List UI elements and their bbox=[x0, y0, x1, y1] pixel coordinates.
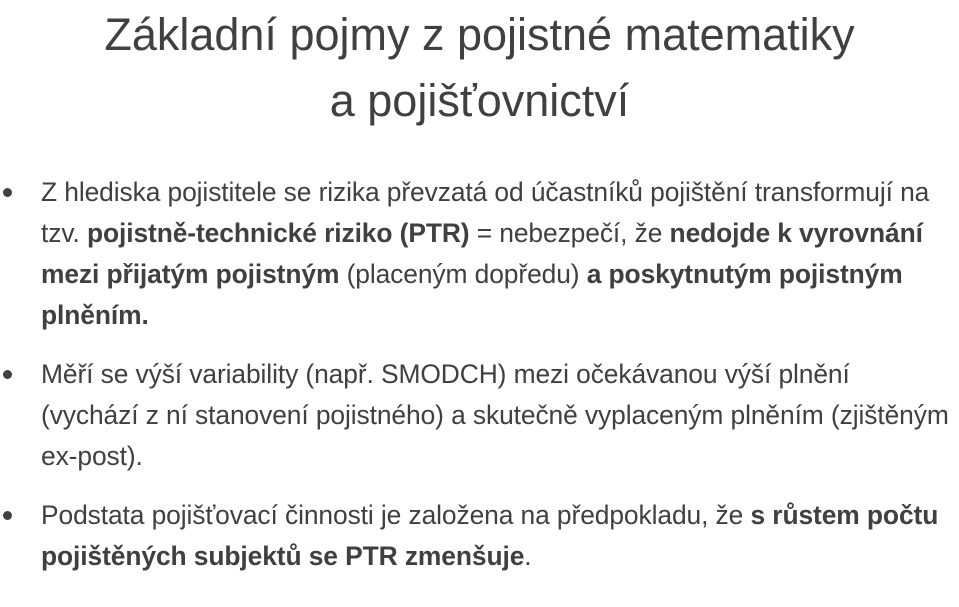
bullet-dot-icon bbox=[3, 188, 12, 197]
bullet-dot-icon bbox=[3, 370, 12, 379]
bullet-text-bold: s růstem počtu pojištěných subjektů se PTR zmenšuje bbox=[41, 500, 939, 571]
bullet-dot-icon bbox=[3, 511, 12, 520]
bullet-text: Z hlediska pojistitele se rizika převzatá od účastníků pojištění transformují na tzv. bbox=[41, 177, 930, 248]
bullet-text-bold: pojistně-technické riziko (PTR) bbox=[86, 218, 470, 248]
slide-title-line-2: a pojišťovnictví bbox=[329, 75, 630, 126]
slide-title-line-1: Základní pojmy z pojistné matematiky bbox=[104, 9, 855, 60]
bullet-list bbox=[0, 172, 959, 577]
bullet-text: . bbox=[524, 541, 532, 571]
slide-title bbox=[0, 0, 959, 134]
bullet-text: (placeným dopředu) bbox=[339, 259, 587, 289]
bullet-text: Podstata pojišťovací činnosti je založena na předpokladu, že bbox=[41, 500, 751, 530]
bullet-text: = nebezpečí, že bbox=[469, 218, 670, 248]
bullet-item-essence bbox=[0, 495, 959, 577]
bullet-item-measurement bbox=[0, 354, 959, 477]
bullet-text: Měří se výší variability (např. SMODCH) mezi očekávanou výší plnění (vychází z ní stanovení pojistného) a skutečně vyplaceným plněním (zjištěným ex-post). bbox=[41, 359, 949, 471]
bullet-text-bold: nedojde k vyrovnání mezi přijatým pojistným bbox=[41, 218, 923, 289]
bullet-text-bold: a poskytnutým pojistným plněním. bbox=[41, 259, 903, 330]
bullet-item-ptr-definition bbox=[0, 172, 959, 336]
